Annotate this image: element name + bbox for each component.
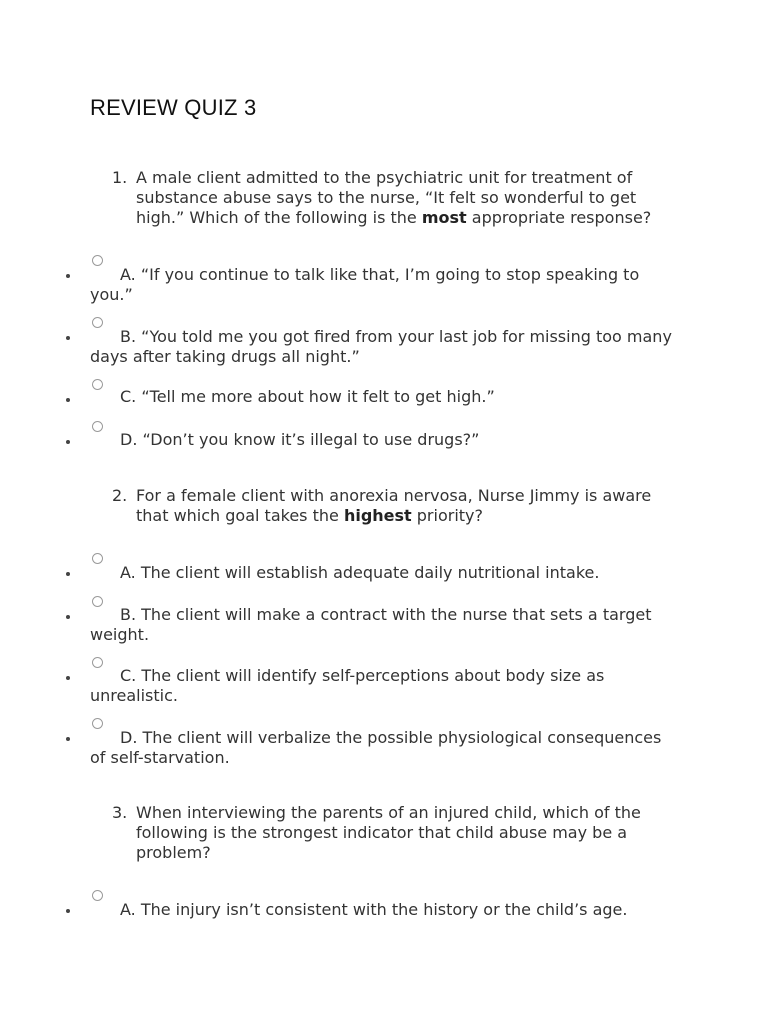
question-text: When interviewing the parents of an injured child, which of the following is the strongest indicator that child abuse may be a problem? [136, 803, 641, 862]
option-text: C. The client will identify self-perceptions about body size as unrealistic. [90, 666, 605, 705]
bullet-icon [66, 572, 70, 576]
question-2 [112, 486, 672, 526]
bullet-icon [66, 440, 70, 444]
option-text: A. “If you continue to talk like that, I’m going to stop speaking to you.” [90, 265, 640, 304]
question-number: 3. [112, 803, 128, 822]
option-text: A. The client will establish adequate daily nutritional intake. [120, 563, 600, 582]
bullet-icon [66, 737, 70, 741]
page-title: REVIEW QUIZ 3 [90, 95, 257, 120]
option-text: B. The client will make a contract with the nurse that sets a target weight. [90, 605, 652, 644]
option-text: D. The client will verbalize the possible physiological consequences of self-starvation. [90, 728, 662, 767]
bullet-icon [66, 398, 70, 402]
question-number: 1. [112, 168, 128, 187]
question-1 [112, 168, 672, 228]
bullet-icon [66, 336, 70, 340]
question-3 [112, 803, 672, 863]
bullet-icon [66, 274, 70, 278]
option-text: D. “Don’t you know it’s illegal to use drugs?” [120, 430, 480, 449]
bullet-icon [66, 615, 70, 619]
question-text: For a female client with anorexia nervosa, Nurse Jimmy is aware that which goal takes the highest priority? [136, 486, 652, 525]
bullet-icon [66, 909, 70, 913]
question-text: A male client admitted to the psychiatric unit for treatment of substance abuse says to the nurse, “It felt so wonderful to get high.” Which of the following is the most appropriate response? [136, 168, 652, 227]
question-number: 2. [112, 486, 128, 505]
option-text: A. The injury isn’t consistent with the history or the child’s age. [120, 900, 628, 919]
option-text: C. “Tell me more about how it felt to get high.” [120, 387, 495, 406]
option-text: B. “You told me you got fired from your last job for missing too many days after taking drugs all night.” [90, 327, 672, 366]
bullet-icon [66, 676, 70, 680]
